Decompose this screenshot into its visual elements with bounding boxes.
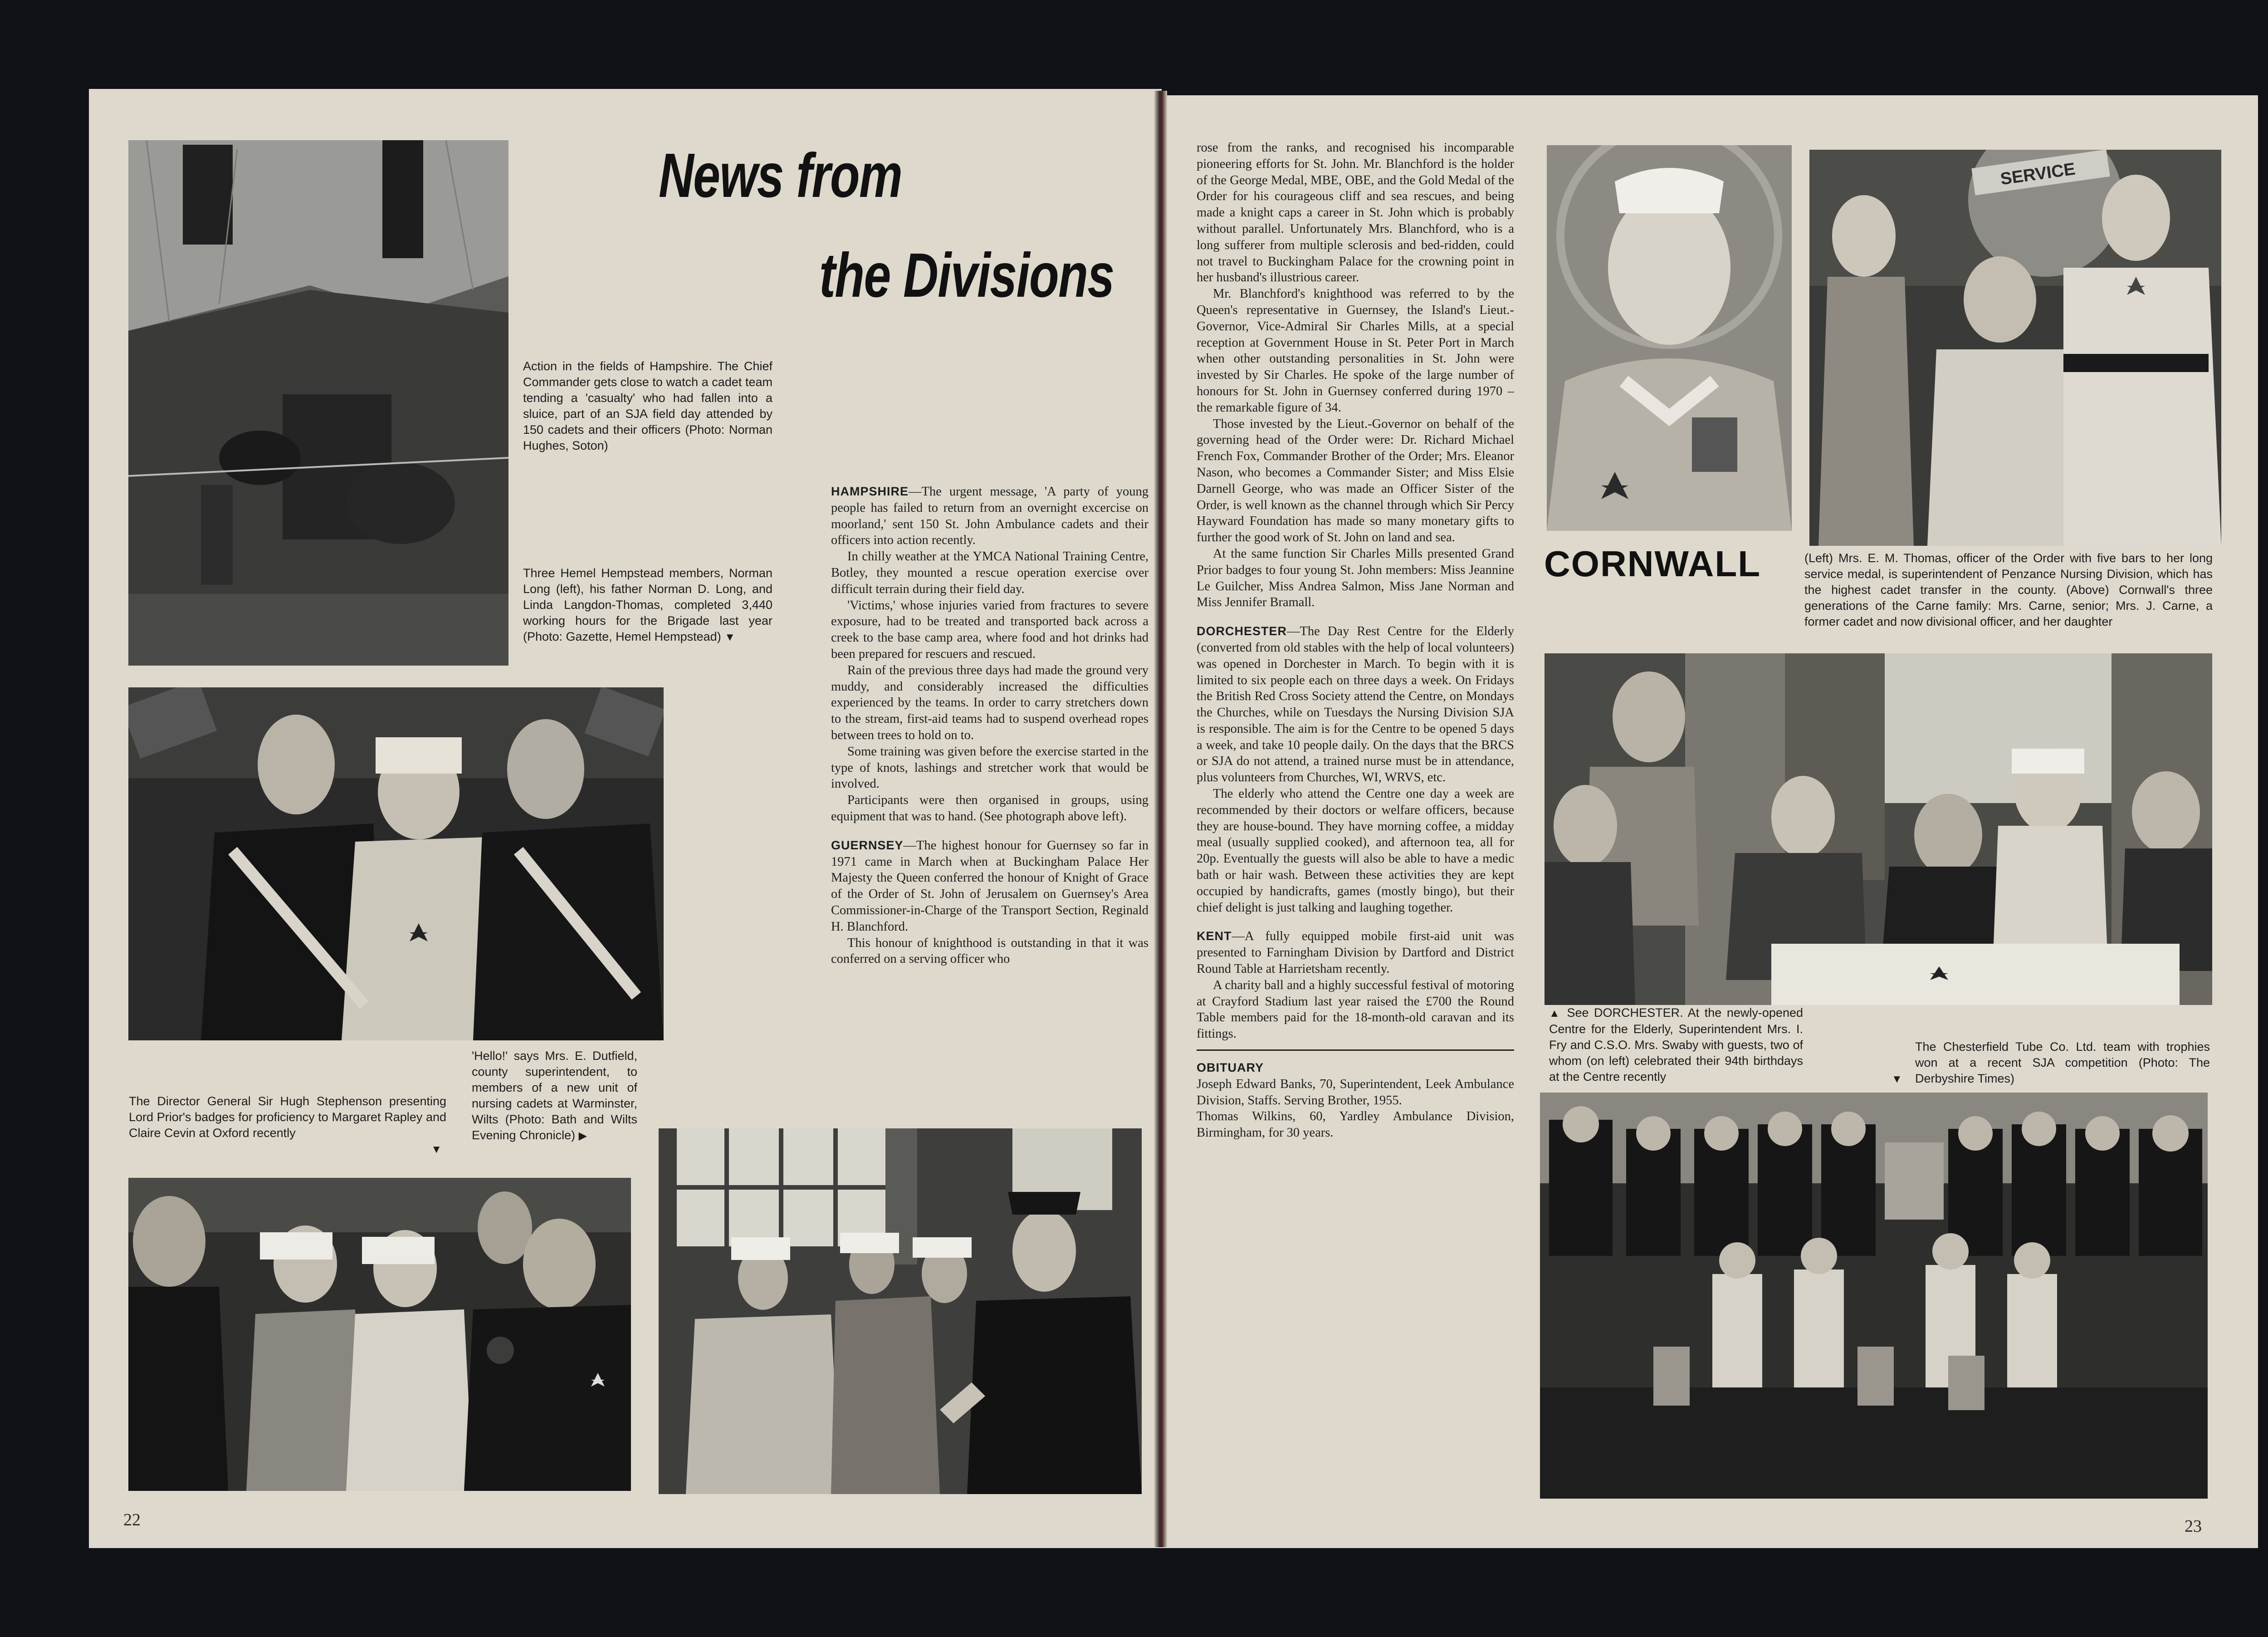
spine-gutter	[1154, 91, 1167, 1547]
photo-warminster-nursing-cadets	[659, 1128, 1142, 1494]
caption-director-general	[129, 1093, 446, 1157]
heading-hampshire: HAMPSHIRE	[831, 485, 909, 498]
photo-dorchester-centre-elderly	[1545, 653, 2212, 1005]
dorchester-p2: The elderly who attend the Centre one day a week are recommended by their doctors or welfare officers, because they are house-bound. They have morning coffee, a midday meal (usually supplied cooked), and afternoon tea, all for 20p. Eventually the guests will also be able to have a medic bath or hair wash. Between these activities they are kept occupied by handicrafts, games (mostly bingo), but their chief delight is just talking and laughing together.	[1197, 787, 1514, 915]
heading-guernsey: GUERNSEY	[831, 838, 904, 852]
caption-mrs-thomas-carne: (Left) Mrs. E. M. Thomas, officer of the Order with five bars to her long service medal, is superintendent of Penzance Nursing Division, which has the highest cadet transfer in the county. (Above) Cornwall's three generations of the Carne family: Mrs. Carne, senior; Mrs. J. Carne, a former cadet and now divisional officer, and her daughter	[1804, 551, 2213, 628]
arrow-down-icon: ▼	[1892, 1073, 1902, 1085]
guernsey-p2: This honour of knighthood is outstanding in that it was conferred on a serving officer who	[831, 936, 1149, 966]
caption-dorchester-photo	[1549, 1005, 1803, 1085]
heading-obituary: OBITUARY	[1197, 1061, 1264, 1075]
hampshire-p6: Participants were then organised in groups, using equipment that was to hand. (See photograph above left).	[831, 793, 1149, 823]
hampshire-p3: 'Victims,' whose injuries varied from fractures to severe exposure, had to be treated and transported back across a creek to the base camp area, where food and hot drinks had been prepared for rescuers and rescued.	[831, 598, 1149, 661]
photo-carne-family	[1809, 150, 2221, 546]
headline-line-1: News from	[659, 141, 902, 211]
photo-mrs-thomas-portrait	[1547, 145, 1792, 531]
hampshire-p2: In chilly weather at the YMCA National Training Centre, Botley, they mounted a rescue operation exercise over difficult terrain during their field day.	[831, 549, 1149, 596]
caption-hemel-hempstead	[523, 565, 772, 645]
caption-director-general-text: The Director General Sir Hugh Stephenson presenting Lord Prior's badges for proficiency to Margaret Rapley and Claire Cevin at Oxford recently	[129, 1094, 446, 1140]
photo-chesterfield-team-trophies	[1540, 1093, 2208, 1499]
hampshire-p1: —The urgent message, 'A party of young people has failed to return from an overnight excercise on moorland,' sent 150 St. John Ambulance cadets and their officers into action recently.	[831, 485, 1149, 548]
guernsey-p4: Mr. Blanchford's knighthood was referred to by the Queen's representative in Guernsey, the Island's Lieut.-Governor, Vice-Admiral Sir Charles Mills, at a special reception at Government House in St. Peter Port in March when other outstanding personalities in St. John were invested by Sir Charles. He spoke of the large number of honours for St. John in Guernsey conferred during 1970 – the remarkable figure of 34.	[1197, 287, 1514, 415]
guernsey-p3: rose from the ranks, and recognised his incomparable pioneering efforts for St. John. Mr. Blanchford is the holder of the George Medal, MBE, OBE, and the Gold Medal of the Order for his courageous cliff and sea rescues, and being made a knight caps a career in St. John which is probably without parallel. Unfortunately Mrs. Blanchford, who is a long sufferer from multiple sclerosis and bed-ridden, could not travel to Buckingham Palace for the crowning point in her husband's illustrious career.	[1197, 141, 1514, 285]
guernsey-p6: At the same function Sir Charles Mills presented Grand Prior badges to four young St. John members: Miss Jeannine Le Guilcher, Miss Andrea Salmon, Miss Jane Norman and Miss Jennifer Bramall.	[1197, 546, 1514, 610]
guernsey-p1: —The highest honour for Guernsey so far in 1971 came in March when at Buckingham Palace Her Majesty the Queen conferred the honour of Knight of Grace of the Order of St. John of Jerusalem on Guernsey's Area Commissioner-in-Charge of the Transport Section, Reginald H. Blanchford.	[831, 838, 1149, 934]
caption-chesterfield-arrow	[1892, 1071, 1910, 1087]
page-number-left: 22	[123, 1510, 141, 1529]
obituary-p2: Thomas Wilkins, 60, Yardley Ambulance Division, Birmingham, for 30 years.	[1197, 1109, 1514, 1140]
caption-hemel-text: Three Hemel Hempstead members, Norman Long (left), his father Norman D. Long, and Linda Langdon-Thomas, completed 3,440 working hours for the Brigade last year (Photo: Gazette, Hemel Hempstead)	[523, 566, 772, 643]
guernsey-p5: Those invested by the Lieut.-Governor on behalf of the governing head of the Order were: Dr. Richard Michael French Fox, Commander Brother of the Order; Mrs. Eleanor Nason, who becomes a Commander Sister; and Miss Elsie Darnell George, who was made an Officer Sister of the Order, is well known as the channel through which Sir Percy Hayward Foundation has made so many monetary gifts to further the good work of St. John on land and sea.	[1197, 417, 1514, 545]
caption-dorchester-text: See DORCHESTER. At the newly-opened Centre for the Elderly, Superintendent Mrs. I. Fry and C.S.O. Mrs. Swaby with guests, two of whom (on left) celebrated their 94th birthdays at the Centre recently	[1549, 1006, 1803, 1083]
caption-chesterfield-text: The Chesterfield Tube Co. Ltd. team with trophies won at a recent SJA competition (Photo: The Derbyshire Times)	[1915, 1040, 2210, 1085]
caption-chesterfield	[1915, 1039, 2210, 1087]
caption-hello-text: 'Hello!' says Mrs. E. Dutfield, county superintendent, to members of a new unit of nursing cadets at Warminster, Wilts (Photo: Bath and Wilts Evening Chronicle)	[472, 1049, 637, 1142]
hampshire-p5: Some training was given before the exercise started in the type of knots, lashings and stretcher work that would be involved.	[831, 744, 1149, 791]
caption-hello-warminster	[472, 1048, 637, 1144]
photo-hemel-hempstead-members	[128, 687, 664, 1040]
arrow-down-icon: ▼	[431, 1143, 442, 1156]
hampshire-p4: Rain of the previous three days had made the ground very muddy, and considerably increased the difficulties experienced by the teams. In order to carry stretchers down to the stream, first-aid teams had to suspend overhead ropes between trees to hold on to.	[831, 663, 1149, 742]
heading-dorchester: DORCHESTER	[1197, 624, 1287, 638]
arrow-up-icon: ▲	[1549, 1007, 1562, 1019]
caption-hampshire-photo: Action in the fields of Hampshire. The Chief Commander gets close to watch a cadet team tending a 'casualty' who had fallen into a sluice, part of an SJA field day attended by 150 cadets and their officers (Photo: Norman Hughes, Soton)	[523, 359, 772, 452]
obituary-p1: Joseph Edward Banks, 70, Superintendent, Leek Ambulance Division, Staffs. Serving Brother, 1955.	[1197, 1077, 1514, 1108]
photo-hampshire-field-day	[128, 140, 508, 666]
kent-p1: —A fully equipped mobile first-aid unit was presented to Farningham Division by Dartford and District Round Table at Harrietsham recently.	[1197, 929, 1514, 976]
obituary-rule	[1197, 1049, 1514, 1051]
page-number-right: 23	[2185, 1517, 2202, 1536]
arrow-down-icon: ▼	[724, 631, 735, 643]
kent-p2: A charity ball and a highly successful festival of motoring at Crayford Stadium last year raised the £700 the Round Table members paid for the 18-month-old caravan and its fittings.	[1197, 978, 1514, 1041]
column-hampshire-guernsey	[831, 484, 1149, 967]
section-title-cornwall: CORNWALL	[1544, 544, 1761, 584]
headline-line-2: the Divisions	[819, 240, 1114, 310]
dorchester-p1: —The Day Rest Centre for the Elderly (converted from old stables with the help of local volunteers) was opened in Dorchester in March. To begin with it is limited to six people each on three days a week. On Fridays the British Red Cross Society attend the Centre, on Mondays the Churches, while on Tuesdays the Nursing Division SJA is responsible. The aim is for the Centre to be opened 5 days a week, and take 10 people daily. On the days that the BRCS or SJA do not attend, a trained nurse must be in attendance, plus volunteers from Churches, WI, WRVS, etc.	[1197, 624, 1514, 785]
photo-oxford-badge-presentation	[128, 1178, 631, 1491]
heading-kent: KENT	[1197, 929, 1232, 943]
arrow-right-icon: ▶	[578, 1130, 587, 1142]
service-banner-text: SERVICE	[1999, 159, 2077, 189]
column-guernsey-dorchester	[1197, 140, 1514, 1141]
